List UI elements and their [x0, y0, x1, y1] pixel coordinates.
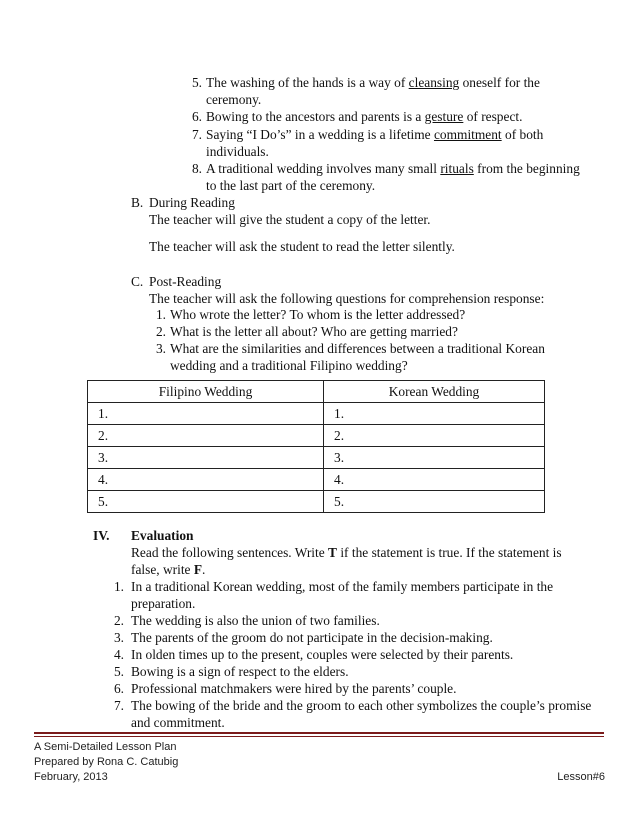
table-header-row — [88, 381, 545, 403]
eval-item-1-cont: preparation. — [131, 596, 196, 611]
question-num-1: 1. — [155, 307, 166, 322]
table-row — [88, 403, 545, 425]
question-1: Who wrote the letter? To whom is the letter addressed? — [170, 307, 466, 322]
eval-item-3: The parents of the groom do not participate in the decision-making. — [131, 630, 493, 645]
table-row — [88, 425, 545, 447]
evaluation-title: Evaluation — [131, 528, 194, 543]
eval-num-7: 7. — [113, 698, 124, 713]
vocab-item-6: Bowing to the ancestors and parents is a gesture of respect. — [206, 109, 523, 124]
question-3-cont: wedding and a traditional Filipino wedding? — [170, 358, 408, 373]
eval-num-2: 2. — [113, 613, 124, 628]
vocab-item-8-cont: to the last part of the ceremony. — [206, 178, 376, 193]
header-filipino: Filipino Wedding — [88, 381, 324, 403]
table-row — [88, 469, 545, 491]
eval-item-2: The wedding is also the union of two families. — [131, 613, 380, 628]
vocab-num-6: 6. — [191, 109, 202, 124]
question-num-3: 3. — [155, 341, 166, 356]
vocab-item-7-cont: individuals. — [206, 144, 269, 159]
evaluation-numeral: IV. — [93, 528, 110, 543]
post-intro: The teacher will ask the following questions for comprehension response: — [149, 291, 545, 306]
vocab-item-5: The washing of the hands is a way of cleansing oneself for the — [206, 75, 540, 90]
eval-item-7-cont: and commitment. — [131, 715, 225, 730]
footer-rule-thick — [34, 732, 604, 734]
vocab-num-5: 5. — [191, 75, 202, 90]
eval-item-4: In olden times up to the present, couples were selected by their parents. — [131, 647, 514, 662]
footer-rule-thin — [34, 736, 604, 737]
table-cell: 3. — [88, 447, 324, 469]
eval-num-1: 1. — [113, 579, 124, 594]
during-title: During Reading — [149, 195, 235, 210]
post-title: Post-Reading — [149, 274, 222, 289]
footer-date: February, 2013 — [34, 771, 108, 783]
table-cell: 1. — [88, 403, 324, 425]
during-line-1: The teacher will give the student a copy of the letter. — [149, 212, 431, 227]
question-3: What are the similarities and differences between a traditional Korean — [170, 341, 545, 356]
vocab-num-7: 7. — [191, 127, 202, 142]
table-cell: 2. — [88, 425, 324, 447]
table-cell: 2. — [324, 425, 545, 447]
footer-title: A Semi-Detailed Lesson Plan — [34, 741, 177, 753]
eval-item-6: Professional matchmakers were hired by the parents’ couple. — [131, 681, 457, 696]
vocab-item-5-cont: ceremony. — [206, 92, 262, 107]
table-cell: 4. — [88, 469, 324, 491]
vocab-item-8: A traditional wedding involves many small rituals from the beginning — [206, 161, 580, 176]
footer-author: Prepared by Rona C. Catubig — [34, 756, 179, 768]
table-row — [88, 491, 545, 513]
table-row — [88, 447, 545, 469]
during-label: B. — [131, 195, 144, 210]
eval-item-7: The bowing of the bride and the groom to each other symbolizes the couple’s promise — [131, 698, 592, 713]
question-2: What is the letter all about? Who are getting married? — [170, 324, 458, 339]
table-cell: 1. — [324, 403, 545, 425]
eval-num-4: 4. — [113, 647, 124, 662]
evaluation-instruction-2: false, write F. — [131, 562, 206, 577]
eval-item-1: In a traditional Korean wedding, most of the family members participate in the — [131, 579, 554, 594]
table-cell: 4. — [324, 469, 545, 491]
eval-item-5: Bowing is a sign of respect to the elders. — [131, 664, 349, 679]
eval-num-6: 6. — [113, 681, 124, 696]
table-cell: 5. — [324, 491, 545, 513]
evaluation-instruction-1: Read the following sentences. Write T if the statement is true. If the statement is — [131, 545, 562, 560]
during-line-2: The teacher will ask the student to read the letter silently. — [149, 239, 455, 254]
table-cell: 5. — [88, 491, 324, 513]
table-cell: 3. — [324, 447, 545, 469]
footer-lesson: Lesson#6 — [557, 771, 605, 783]
post-label: C. — [131, 274, 144, 289]
vocab-item-7: Saying “I Do’s” in a wedding is a lifetime commitment of both — [206, 127, 544, 142]
eval-num-5: 5. — [113, 664, 124, 679]
header-korean: Korean Wedding — [324, 381, 545, 403]
vocab-num-8: 8. — [191, 161, 202, 176]
question-num-2: 2. — [155, 324, 166, 339]
comparison-table — [87, 380, 545, 513]
eval-num-3: 3. — [113, 630, 124, 645]
